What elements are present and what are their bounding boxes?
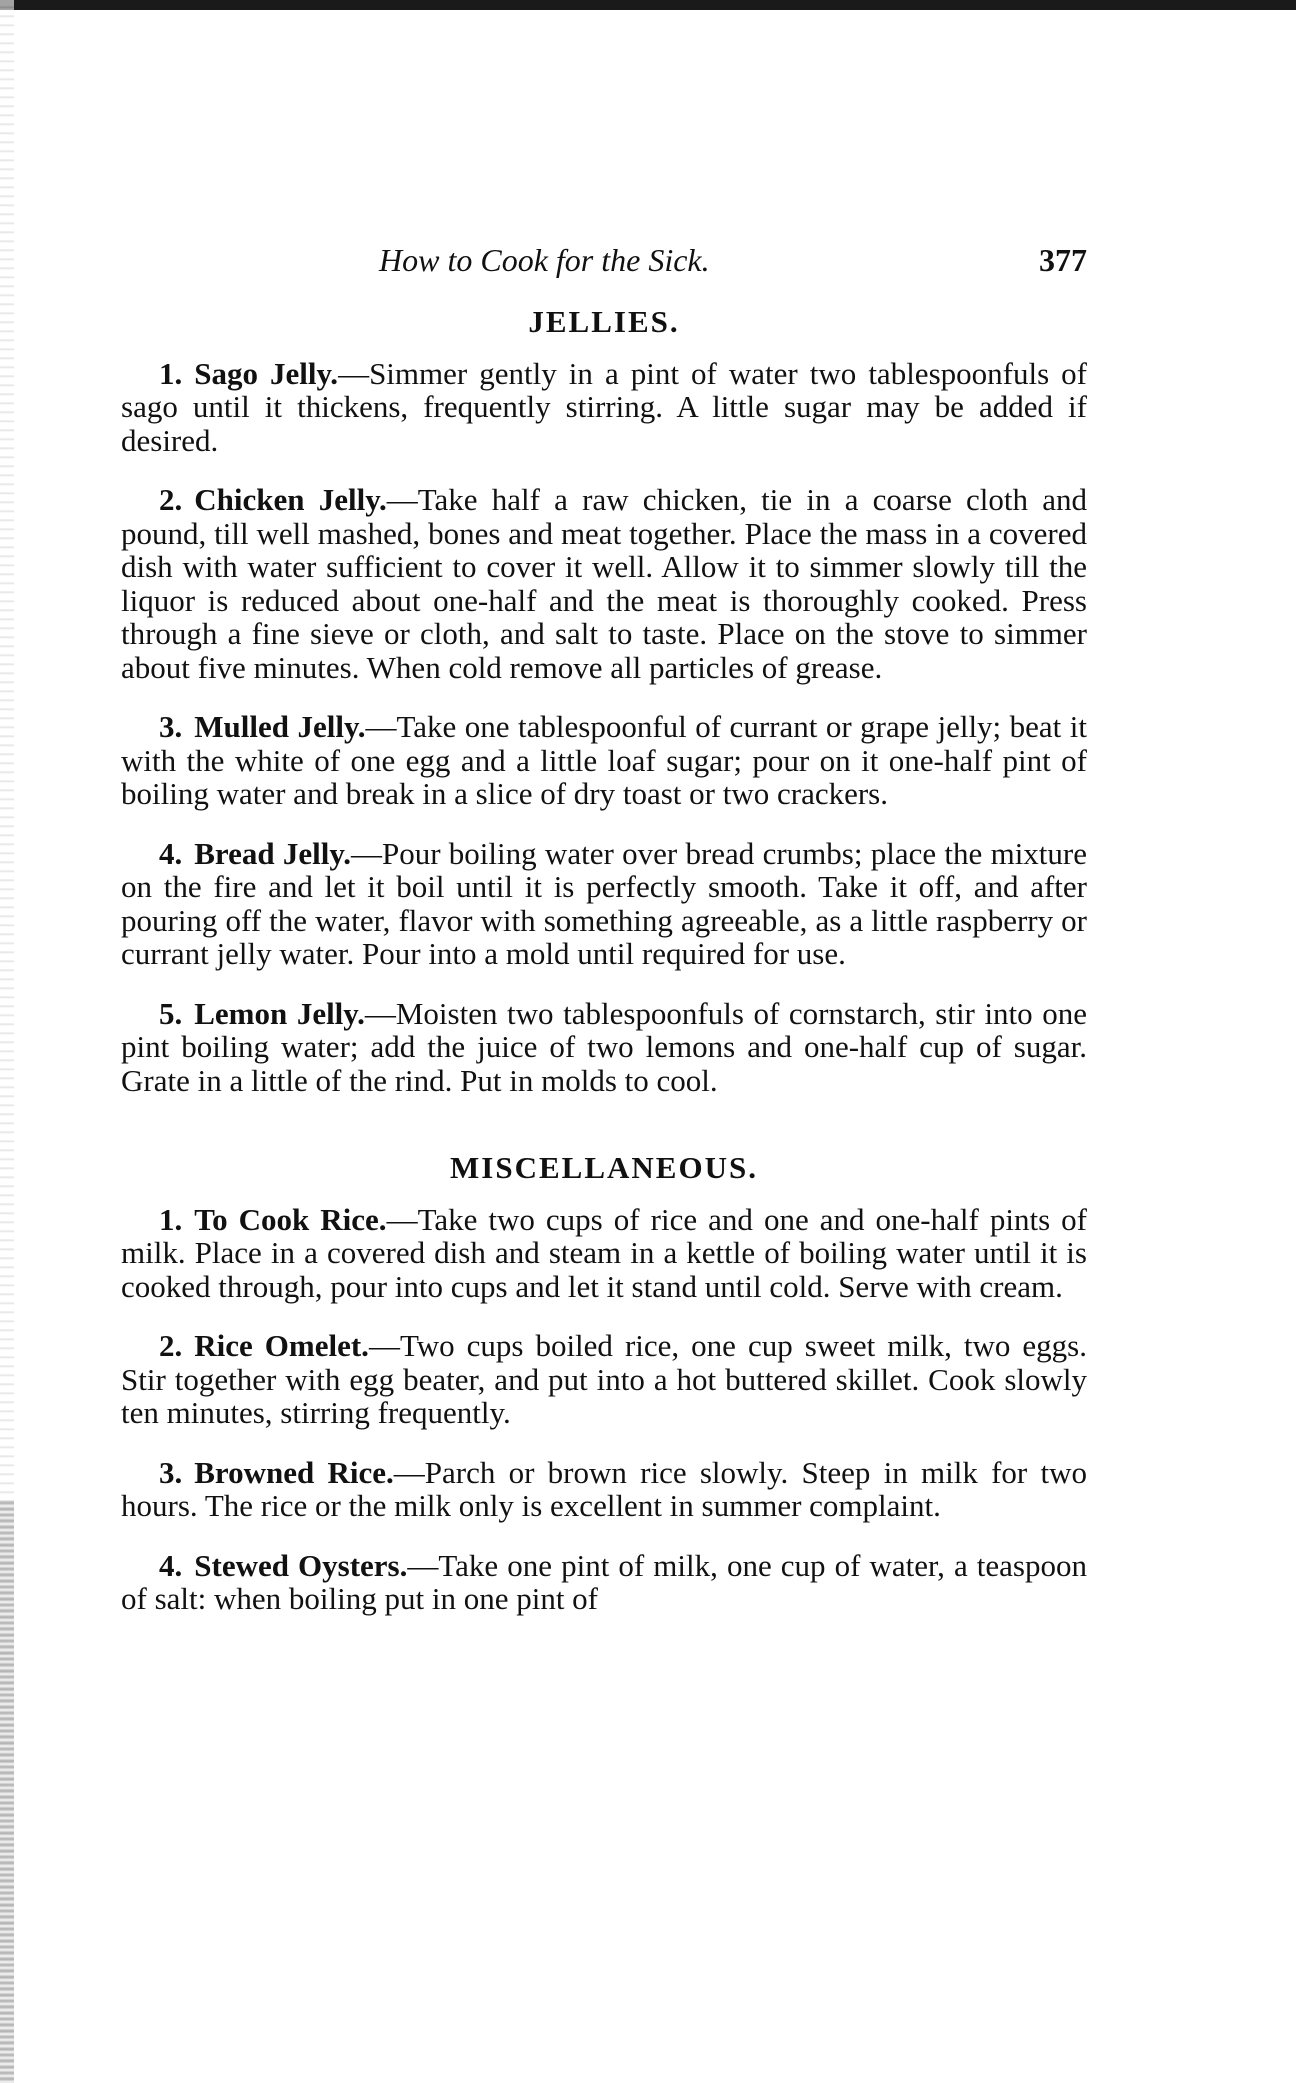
- recipe-title: Chicken Jelly.: [194, 482, 387, 517]
- recipe-text: —Moisten two tablespoonfuls of cornstarch, stir into one pint boiling water; add the juice of two lemons and one-half cup of sugar. Grate in a little of the rind. Put in molds to cool.: [121, 995, 1087, 1098]
- recipe-number: 1.: [159, 1201, 183, 1237]
- recipe-stewed-oysters: [121, 1549, 1087, 1616]
- page-top-border: [0, 0, 1296, 10]
- miscellaneous-heading: MISCELLANEOUS.: [450, 1150, 758, 1185]
- recipe-lemon-jelly: [121, 997, 1087, 1098]
- recipe-title: Mulled Jelly.: [194, 709, 366, 744]
- recipe-title: Rice Omelet.: [194, 1328, 369, 1363]
- recipe-text: —Pour boiling water over bread crumbs; place the mixture on the fire and let it boil until it is perfectly smooth. Take it off, and after pouring off the water, flavor with something agreeable, as a little raspberry or currant jelly water. Pour into a mold until required for use.: [121, 835, 1087, 971]
- recipe-to-cook-rice: [121, 1203, 1087, 1304]
- recipe-number: 5.: [159, 995, 183, 1031]
- recipe-text: —Parch or brown rice slowly. Steep in milk for two hours. The rice or the milk only is excellent in summer complaint.: [121, 1454, 1087, 1523]
- recipe-rice-omelet: [121, 1329, 1087, 1430]
- recipe-chicken-jelly: [121, 483, 1087, 684]
- recipe-title: To Cook Rice.: [194, 1201, 387, 1237]
- running-header: [121, 242, 1087, 282]
- recipe-number: 2.: [159, 482, 183, 517]
- recipe-title: Bread Jelly.: [194, 835, 351, 871]
- recipe-text: —Take half a raw chicken, tie in a coarse cloth and pound, till well mashed, bones and meat together. Place the mass in a covered dish with water sufficient to cover it well. Allow it to simmer slowly till the liquor is reduced about one-half and the meat is thoroughly cooked. Press through a fine sieve or cloth, and salt to taste. Place on the stove to simmer about five minutes. When cold remove all particles of grease.: [121, 482, 1088, 685]
- recipe-title: Sago Jelly.: [194, 355, 339, 391]
- jellies-heading: JELLIES.: [528, 304, 680, 339]
- recipe-number: 3.: [159, 1454, 183, 1490]
- page-number: 377: [1039, 242, 1087, 278]
- recipe-number: 4.: [159, 1547, 183, 1583]
- recipe-sago-jelly: [121, 357, 1087, 458]
- recipe-number: 1.: [159, 355, 183, 391]
- recipe-text: —Take one pint of milk, one cup of water, a teaspoon of salt: when boiling put in one pint of: [121, 1547, 1087, 1616]
- recipe-text: —Take two cups of rice and one and one-half pints of milk. Place in a covered dish and steam in a kettle of boiling water until it is cooked through, pour into cups and let it stand until cold. Serve with cream.: [121, 1201, 1087, 1304]
- recipe-number: 4.: [159, 835, 183, 871]
- recipe-title: Browned Rice.: [194, 1454, 394, 1490]
- recipe-text: —Two cups boiled rice, one cup sweet milk, two eggs. Stir together with egg beater, and put into a hot buttered skillet. Cook slowly ten minutes, stirring frequently.: [121, 1328, 1087, 1430]
- recipe-number: 3.: [159, 709, 183, 744]
- page-binding-edge: [0, 1500, 14, 2083]
- recipe-title: Stewed Oysters.: [194, 1547, 408, 1583]
- recipe-title: Lemon Jelly.: [194, 995, 365, 1031]
- recipe-bread-jelly: [121, 837, 1087, 971]
- recipe-mulled-jelly: [121, 710, 1087, 811]
- running-title: How to Cook for the Sick.: [379, 242, 710, 278]
- page-content: [121, 305, 1087, 1642]
- recipe-browned-rice: [121, 1456, 1087, 1523]
- recipe-text: —Simmer gently in a pint of water two tablespoonfuls of sago until it thickens, frequently stirring. A little sugar may be added if desired.: [121, 355, 1087, 458]
- recipe-text: —Take one tablespoonful of currant or grape jelly; beat it with the white of one egg and a little loaf sugar; pour on it one-half pint of boiling water and break in a slice of dry toast or two crackers.: [121, 709, 1088, 811]
- recipe-number: 2.: [159, 1328, 183, 1363]
